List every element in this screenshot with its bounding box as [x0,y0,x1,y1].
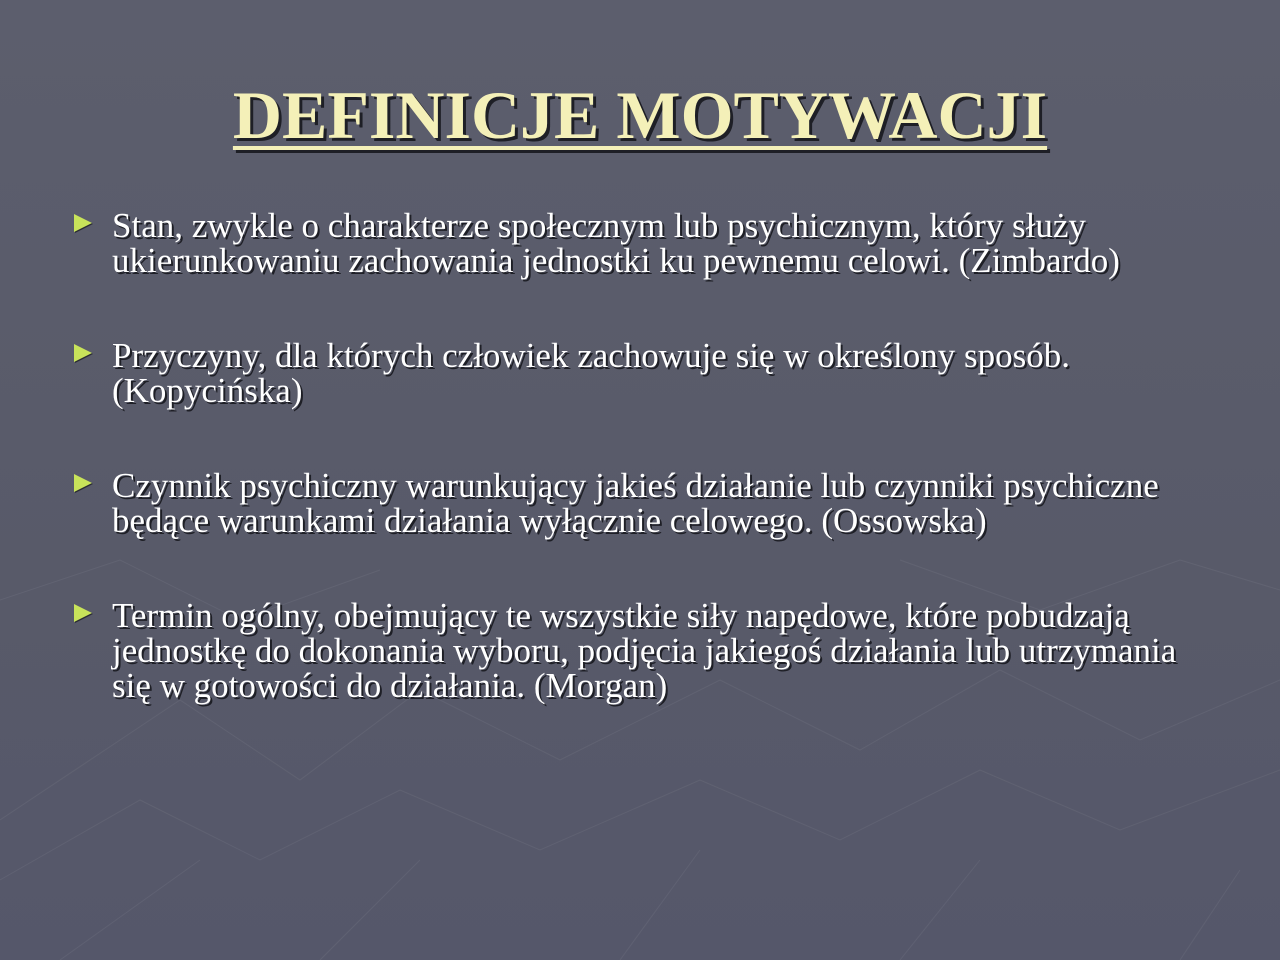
list-item-text: Termin ogólny, obejmujący te wszystkie siły napędowe, które pobudzają jednostkę do dokonania wyboru, podjęcia jakiegoś działania lub utrzymania się w gotowości do działania. (Morgan) [112,596,1177,705]
triangle-bullet-icon [74,474,92,492]
list-item [70,208,1220,278]
triangle-bullet-icon [74,214,92,232]
triangle-bullet-icon [74,604,92,622]
list-item-text: Czynnik psychiczny warunkujący jakieś działanie lub czynniki psychiczne będące warunkami działania wyłącznie celowego. (Ossowska) [112,466,1159,540]
list-item-text: Przyczyny, dla których człowiek zachowuje się w określony sposób. (Kopycińska) [112,336,1071,410]
slide-title: DEFINICJE MOTYWACJI [232,77,1048,153]
list-item [70,598,1220,703]
triangle-bullet-icon [74,344,92,362]
list-item [70,338,1220,408]
list-item-text: Stan, zwykle o charakterze społecznym lub psychicznym, który służy ukierunkowaniu zachowania jednostki ku pewnemu celowi. (Zimbardo) [112,206,1120,280]
list-item [70,468,1220,538]
definitions-list [70,208,1220,703]
